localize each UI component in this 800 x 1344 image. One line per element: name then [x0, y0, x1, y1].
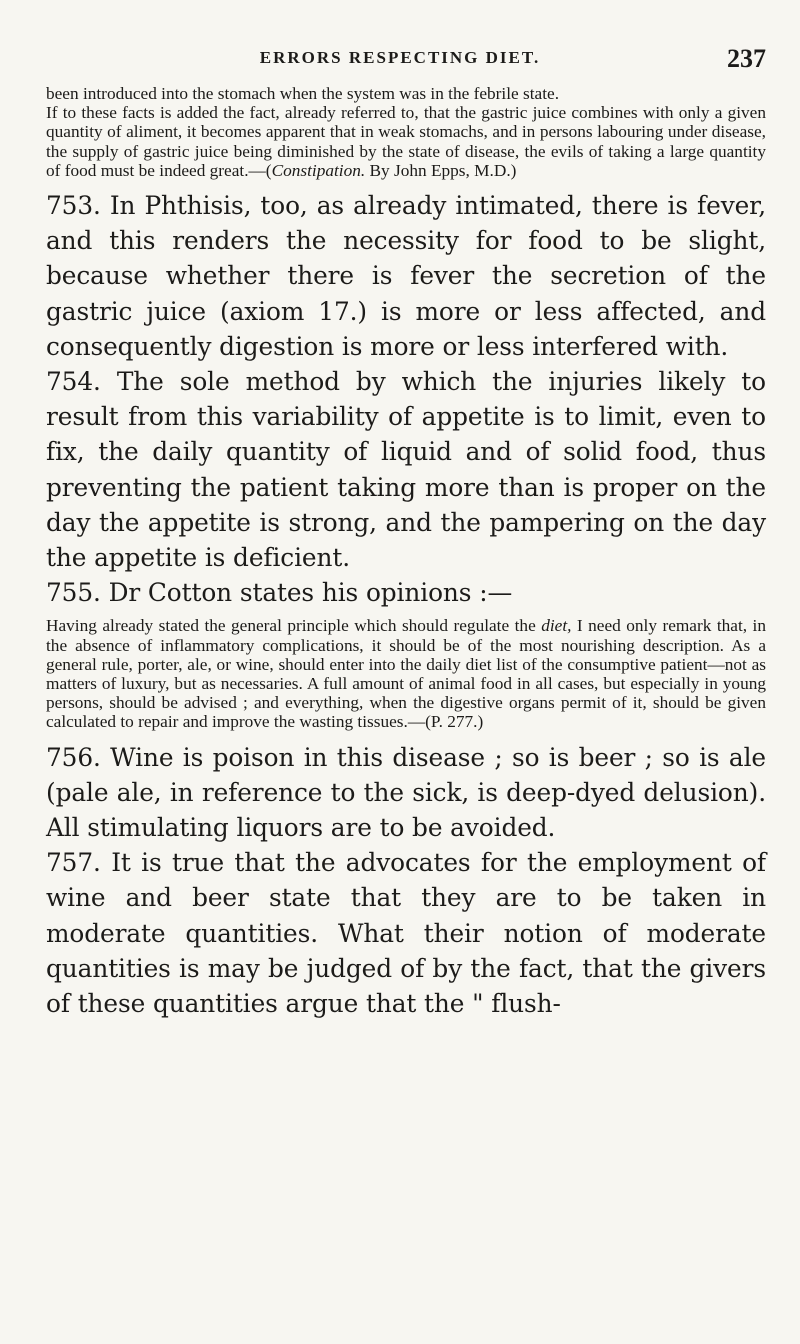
paragraph-754: 754. The sole method by which the injuries likely to result from this variability of appetite is to limit, even to fix, the daily quantity of liquid and of solid food, thus preventing the patient taking more than is proper on the day the appetite is strong, and the pampering on the day the appetite is deficient. — [46, 367, 766, 573]
cotton-quote-rest: I need only remark that, in the absence of inflammatory complications, it should be of the most nourishing description. As a general rule, porter, ale, or wine, should enter into the daily diet list of the consumptive patient—not as matters of luxury, but as necessaries. A full amount of animal food in all cases, but especially in young persons, should be advised ; and everything, when the digestive organs permit of it, should be given calculated to repair and improve the wasting tissues.—(P. 277.) — [46, 616, 766, 732]
page-number: 237 — [727, 44, 766, 73]
cotton-quote-text: Having already stated the general principle which should regulate the — [46, 616, 542, 636]
running-head: ERRORS RESPECTING DIET. — [259, 48, 541, 67]
page-header — [0, 44, 800, 74]
paragraph-continuation: been introduced into the stomach when the system was in the febrile state. — [46, 84, 560, 103]
page-body — [46, 84, 766, 1021]
paragraph-756: 756. Wine is poison in this disease ; so is beer ; so is ale (pale ale, in reference to the sick, is deep-dyed delusion). All stimulating liquors are to be avoided. — [46, 742, 766, 843]
epps-quote-citation: By John Epps, M.D.) — [365, 160, 517, 180]
paragraph-757: 757. It is true that the advocates for the employment of wine and beer state that they are to be taken in moderate quantities. What their notion of moderate quantities is may be judged of by the fact, that the givers of these quantities argue that the " flush- — [46, 848, 766, 1019]
paragraph-epps-quote — [46, 103, 766, 180]
paragraph-cotton-quote — [46, 616, 766, 731]
paragraph-753: 753. In Phthisis, too, as already intimated, there is fever, and this renders the necessity for food to be slight, because whether there is fever the secretion of the gastric juice (axiom 17.) is more or less affected, and consequently digestion is more or less interfered with. — [46, 191, 766, 361]
epps-quote-text: If to these facts is added the fact, already referred to, that the gastric juice combines with only a given quantity of aliment, it becomes apparent that in weak stomachs, and in persons labouring under disease, the supply of gastric juice being diminished by the state of disease, the evils of taking a large quantity of food must be indeed great.—( — [46, 103, 766, 180]
epps-quote-title: Constipation. — [271, 160, 366, 180]
cotton-quote-italic: diet, — [541, 616, 572, 636]
paragraph-755: 755. Dr Cotton states his opinions :— — [46, 578, 513, 608]
